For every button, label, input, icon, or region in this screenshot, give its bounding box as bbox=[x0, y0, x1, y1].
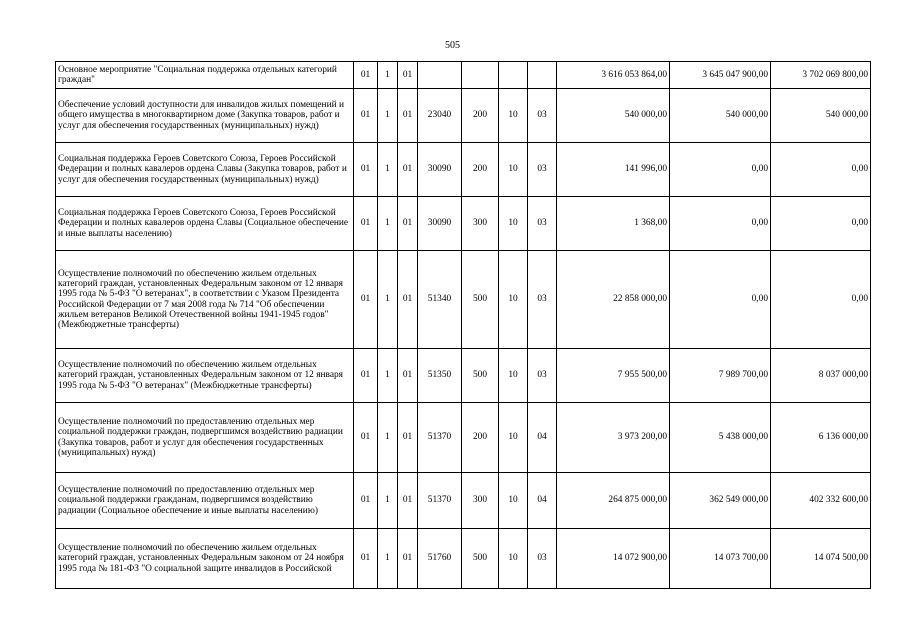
amount-year-3: 540 000,00 bbox=[771, 89, 871, 143]
direction-code: 30090 bbox=[418, 143, 462, 197]
subsection-code: 04 bbox=[528, 403, 557, 473]
expense-type-code bbox=[462, 62, 499, 89]
table-row bbox=[56, 143, 871, 197]
section-code: 10 bbox=[499, 473, 528, 529]
expense-type-code: 300 bbox=[462, 473, 499, 529]
amount-year-2: 0,00 bbox=[670, 143, 771, 197]
expense-type-code: 500 bbox=[462, 349, 499, 403]
subprogram-code: 1 bbox=[378, 349, 398, 403]
table-row bbox=[56, 473, 871, 529]
event-code: 01 bbox=[398, 349, 418, 403]
amount-year-2: 540 000,00 bbox=[670, 89, 771, 143]
amount-year-3: 6 136 000,00 bbox=[771, 403, 871, 473]
amount-year-3: 3 702 069 800,00 bbox=[771, 62, 871, 89]
row-description: Осуществление полномочий по обеспечению жильем отдельных категорий граждан, установленных Федеральным законом от 12 января 1995 года № 5-ФЗ "О ветеранах" (Межбюджетные трансферты) bbox=[56, 349, 354, 403]
row-description: Осуществление полномочий по предоставлению отдельных мер социальной поддержки гражданам, подвергшимся воздействию радиации (Социальное обеспечение и иные выплаты населению) bbox=[56, 473, 354, 529]
subprogram-code: 1 bbox=[378, 529, 398, 589]
amount-year-3: 0,00 bbox=[771, 251, 871, 349]
section-code: 10 bbox=[499, 143, 528, 197]
row-description: Осуществление полномочий по обеспечению жильем отдельных категорий граждан, установленных Федеральным законом от 24 ноября 1995 года № 181-ФЗ "О социальной защите инвалидов в Российской bbox=[56, 529, 354, 589]
amount-year-1: 3 616 053 864,00 bbox=[557, 62, 670, 89]
table-row bbox=[56, 251, 871, 349]
direction-code: 51760 bbox=[418, 529, 462, 589]
row-description: Основное мероприятие "Социальная поддержка отдельных категорий граждан" bbox=[56, 62, 354, 89]
expense-type-code: 500 bbox=[462, 251, 499, 349]
direction-code bbox=[418, 62, 462, 89]
subsection-code: 03 bbox=[528, 349, 557, 403]
subsection-code bbox=[528, 62, 557, 89]
amount-year-1: 7 955 500,00 bbox=[557, 349, 670, 403]
amount-year-1: 141 996,00 bbox=[557, 143, 670, 197]
event-code: 01 bbox=[398, 143, 418, 197]
row-description: Социальная поддержка Героев Советского Союза, Героев Российской Федерации и полных кавалеров ордена Славы (Социальное обеспечение и иные выплаты населению) bbox=[56, 197, 354, 251]
event-code: 01 bbox=[398, 251, 418, 349]
event-code: 01 bbox=[398, 403, 418, 473]
row-description: Осуществление полномочий по обеспечению жильем отдельных категорий граждан, установленных Федеральным законом от 12 января 1995 года № 5-ФЗ "О ветеранах", в соответствии с Указом Президента Российской Федерации от 7 мая 2008 года № 714 "Об обеспечении жильем ветеранов Великой Отечественной войны 1941-1945 годов" (Межбюджетные трансферты) bbox=[56, 251, 354, 349]
table-row bbox=[56, 349, 871, 403]
amount-year-3: 402 332 600,00 bbox=[771, 473, 871, 529]
amount-year-3: 14 074 500,00 bbox=[771, 529, 871, 589]
expense-type-code: 500 bbox=[462, 529, 499, 589]
program-code: 01 bbox=[354, 529, 378, 589]
subprogram-code: 1 bbox=[378, 473, 398, 529]
amount-year-1: 22 858 000,00 bbox=[557, 251, 670, 349]
direction-code: 51370 bbox=[418, 403, 462, 473]
table-row bbox=[56, 403, 871, 473]
direction-code: 23040 bbox=[418, 89, 462, 143]
section-code: 10 bbox=[499, 197, 528, 251]
table-row bbox=[56, 197, 871, 251]
amount-year-2: 3 645 047 900,00 bbox=[670, 62, 771, 89]
table-row bbox=[56, 89, 871, 143]
subprogram-code: 1 bbox=[378, 251, 398, 349]
amount-year-3: 0,00 bbox=[771, 197, 871, 251]
expense-type-code: 200 bbox=[462, 143, 499, 197]
section-code: 10 bbox=[499, 403, 528, 473]
program-code: 01 bbox=[354, 251, 378, 349]
program-code: 01 bbox=[354, 473, 378, 529]
amount-year-1: 1 368,00 bbox=[557, 197, 670, 251]
subsection-code: 03 bbox=[528, 89, 557, 143]
subprogram-code: 1 bbox=[378, 89, 398, 143]
row-description: Обеспечение условий доступности для инвалидов жилых помещений и общего имущества в многоквартирном доме (Закупка товаров, работ и услуг для обеспечения государственных (муниципальных) нужд) bbox=[56, 89, 354, 143]
subsection-code: 03 bbox=[528, 143, 557, 197]
program-code: 01 bbox=[354, 143, 378, 197]
amount-year-1: 14 072 900,00 bbox=[557, 529, 670, 589]
event-code: 01 bbox=[398, 473, 418, 529]
direction-code: 51370 bbox=[418, 473, 462, 529]
program-code: 01 bbox=[354, 89, 378, 143]
subsection-code: 04 bbox=[528, 473, 557, 529]
subprogram-code: 1 bbox=[378, 143, 398, 197]
amount-year-1: 540 000,00 bbox=[557, 89, 670, 143]
table-row bbox=[56, 62, 871, 89]
table-row bbox=[56, 529, 871, 589]
program-code: 01 bbox=[354, 62, 378, 89]
section-code bbox=[499, 62, 528, 89]
row-description: Социальная поддержка Героев Советского Союза, Героев Российской Федерации и полных кавалеров ордена Славы (Закупка товаров, работ и услуг для обеспечения государственных (муниципальных) нужд) bbox=[56, 143, 354, 197]
direction-code: 30090 bbox=[418, 197, 462, 251]
subsection-code: 03 bbox=[528, 197, 557, 251]
section-code: 10 bbox=[499, 251, 528, 349]
expense-type-code: 200 bbox=[462, 89, 499, 143]
row-description: Осуществление полномочий по предоставлению отдельных мер социальной поддержки граждан, подвергшимся воздействию радиации (Закупка товаров, работ и услуг для обеспечения государственных (муниципальных) нужд) bbox=[56, 403, 354, 473]
amount-year-3: 0,00 bbox=[771, 143, 871, 197]
amount-year-2: 0,00 bbox=[670, 251, 771, 349]
expense-type-code: 200 bbox=[462, 403, 499, 473]
direction-code: 51350 bbox=[418, 349, 462, 403]
subprogram-code: 1 bbox=[378, 403, 398, 473]
event-code: 01 bbox=[398, 529, 418, 589]
amount-year-2: 14 073 700,00 bbox=[670, 529, 771, 589]
program-code: 01 bbox=[354, 197, 378, 251]
program-code: 01 bbox=[354, 403, 378, 473]
amount-year-1: 3 973 200,00 bbox=[557, 403, 670, 473]
amount-year-2: 0,00 bbox=[670, 197, 771, 251]
section-code: 10 bbox=[499, 349, 528, 403]
subprogram-code: 1 bbox=[378, 62, 398, 89]
direction-code: 51340 bbox=[418, 251, 462, 349]
event-code: 01 bbox=[398, 62, 418, 89]
section-code: 10 bbox=[499, 529, 528, 589]
amount-year-2: 7 989 700,00 bbox=[670, 349, 771, 403]
amount-year-2: 5 438 000,00 bbox=[670, 403, 771, 473]
subsection-code: 03 bbox=[528, 251, 557, 349]
section-code: 10 bbox=[499, 89, 528, 143]
amount-year-3: 8 037 000,00 bbox=[771, 349, 871, 403]
event-code: 01 bbox=[398, 89, 418, 143]
expense-type-code: 300 bbox=[462, 197, 499, 251]
amount-year-1: 264 875 000,00 bbox=[557, 473, 670, 529]
subsection-code: 03 bbox=[528, 529, 557, 589]
page-number: 505 bbox=[445, 40, 460, 51]
program-code: 01 bbox=[354, 349, 378, 403]
event-code: 01 bbox=[398, 197, 418, 251]
subprogram-code: 1 bbox=[378, 197, 398, 251]
budget-table bbox=[55, 61, 871, 589]
amount-year-2: 362 549 000,00 bbox=[670, 473, 771, 529]
